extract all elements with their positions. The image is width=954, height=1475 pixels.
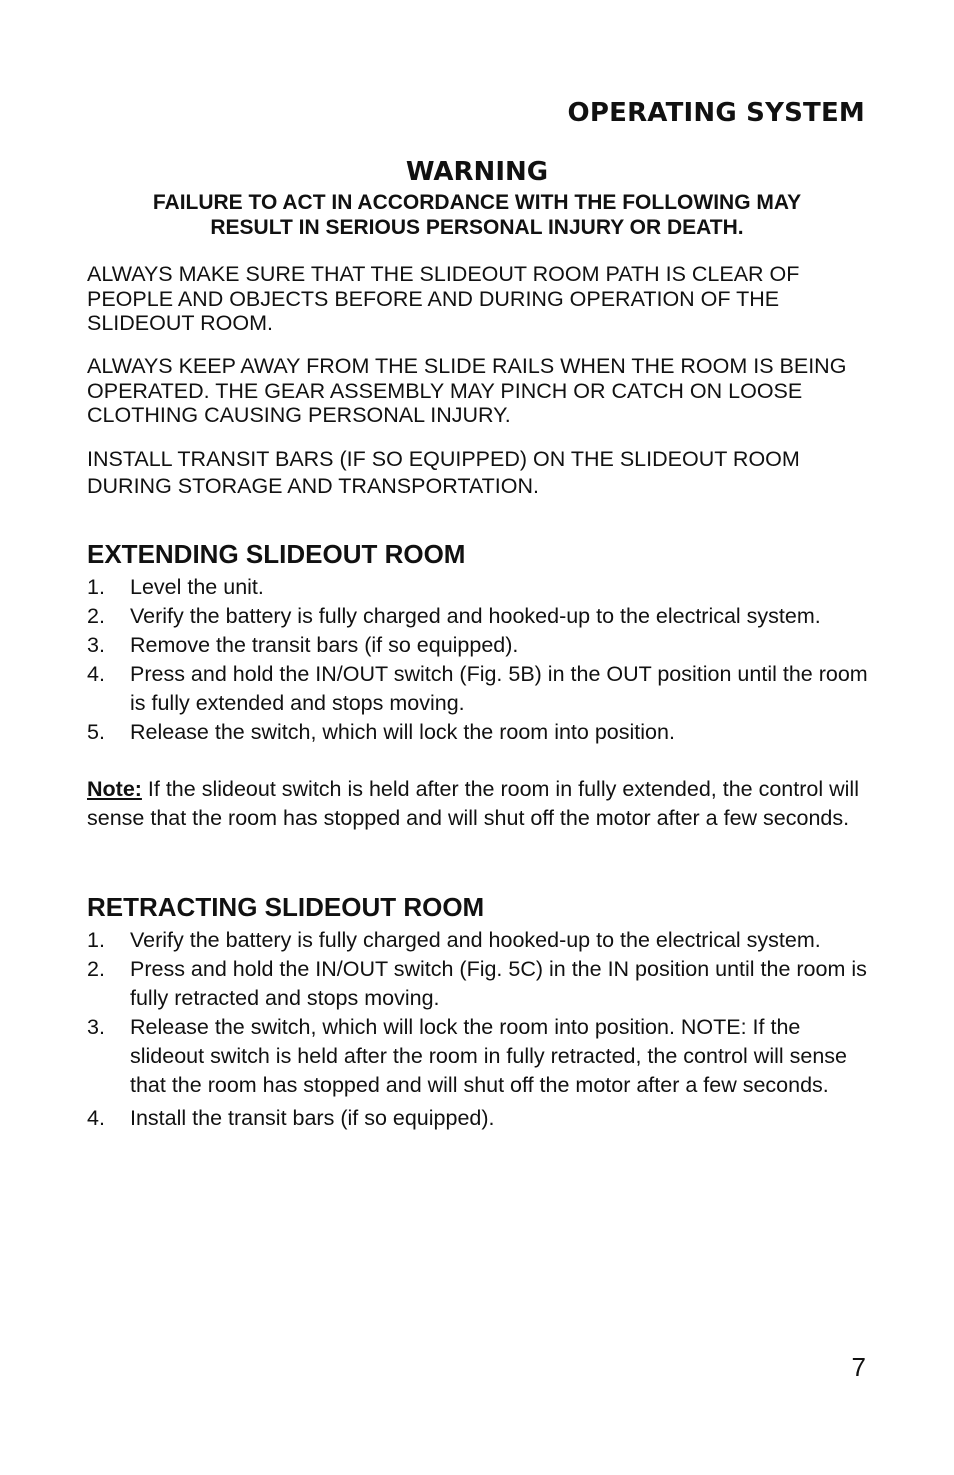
retracting-heading: RETRACTING SLIDEOUT ROOM: [87, 892, 485, 922]
list-item: [87, 926, 877, 955]
section-title: OPERATING SYSTEM: [567, 98, 865, 128]
list-item: [87, 1104, 877, 1133]
step-number: 5.: [87, 720, 105, 744]
step-text: Verify the battery is fully charged and hooked-up to the electrical system.: [130, 604, 821, 628]
step-number: 2.: [87, 604, 105, 628]
step-text: Level the unit.: [130, 575, 264, 599]
step-number: 3.: [87, 1015, 105, 1039]
list-item: [87, 660, 877, 718]
warning-paragraph-slide-rails: ALWAYS KEEP AWAY FROM THE SLIDE RAILS WHEN THE ROOM IS BEING OPERATED. THE GEAR ASSEMBLY MAY PINCH OR CATCH ON LOOSE CLOTHING CAUSING PERSONAL INJURY.: [87, 354, 847, 427]
extending-steps-list: [87, 573, 877, 747]
warning-paragraph-transit-bars: INSTALL TRANSIT BARS (IF SO EQUIPPED) ON THE SLIDEOUT ROOM DURING STORAGE AND TRANSPORTATION.: [87, 447, 800, 498]
list-item: [87, 602, 877, 631]
step-number: 3.: [87, 633, 105, 657]
step-number: 4.: [87, 662, 105, 686]
step-number: 1.: [87, 928, 105, 952]
step-number: 1.: [87, 575, 105, 599]
step-text: Press and hold the IN/OUT switch (Fig. 5C) in the IN position until the room is fully retracted and stops moving.: [130, 957, 867, 1010]
extending-note: [87, 775, 877, 833]
step-text: Release the switch, which will lock the room into position.: [130, 720, 675, 744]
list-item: [87, 631, 877, 660]
step-text: Install the transit bars (if so equipped).: [130, 1106, 495, 1130]
warning-block: [87, 156, 867, 240]
warning-title: WARNING: [405, 157, 549, 187]
step-number: 2.: [87, 957, 105, 981]
step-text: Press and hold the IN/OUT switch (Fig. 5B) in the OUT position until the room is fully extended and stops moving.: [130, 662, 868, 715]
warning-paragraph-path-clear: ALWAYS MAKE SURE THAT THE SLIDEOUT ROOM PATH IS CLEAR OF PEOPLE AND OBJECTS BEFORE AND DURING OPERATION OF THE SLIDEOUT ROOM.: [87, 262, 800, 335]
warning-subtitle-line1: FAILURE TO ACT IN ACCORDANCE WITH THE FOLLOWING MAY: [152, 191, 802, 214]
note-label: Note:: [87, 777, 142, 801]
retracting-steps-list: [87, 926, 877, 1133]
warning-subtitle-line2: RESULT IN SERIOUS PERSONAL INJURY OR DEATH.: [210, 216, 744, 239]
extending-heading: EXTENDING SLIDEOUT ROOM: [87, 539, 466, 569]
step-text: Verify the battery is fully charged and hooked-up to the electrical system.: [130, 928, 821, 952]
list-item: [87, 1013, 877, 1100]
page-number: 7: [851, 1352, 866, 1382]
list-item: [87, 718, 877, 747]
step-number: 4.: [87, 1106, 105, 1130]
step-text: Release the switch, which will lock the room into position. NOTE: If the slideout switch is held after the room in fully retracted, the control will sense that the room has stopped and will shut off the motor after a few seconds.: [130, 1015, 847, 1097]
list-item: [87, 573, 877, 602]
note-text: If the slideout switch is held after the room in fully extended, the control will sense that the room has stopped and will shut off the motor after a few seconds.: [87, 777, 859, 830]
step-text: Remove the transit bars (if so equipped).: [130, 633, 519, 657]
list-item: [87, 955, 877, 1013]
